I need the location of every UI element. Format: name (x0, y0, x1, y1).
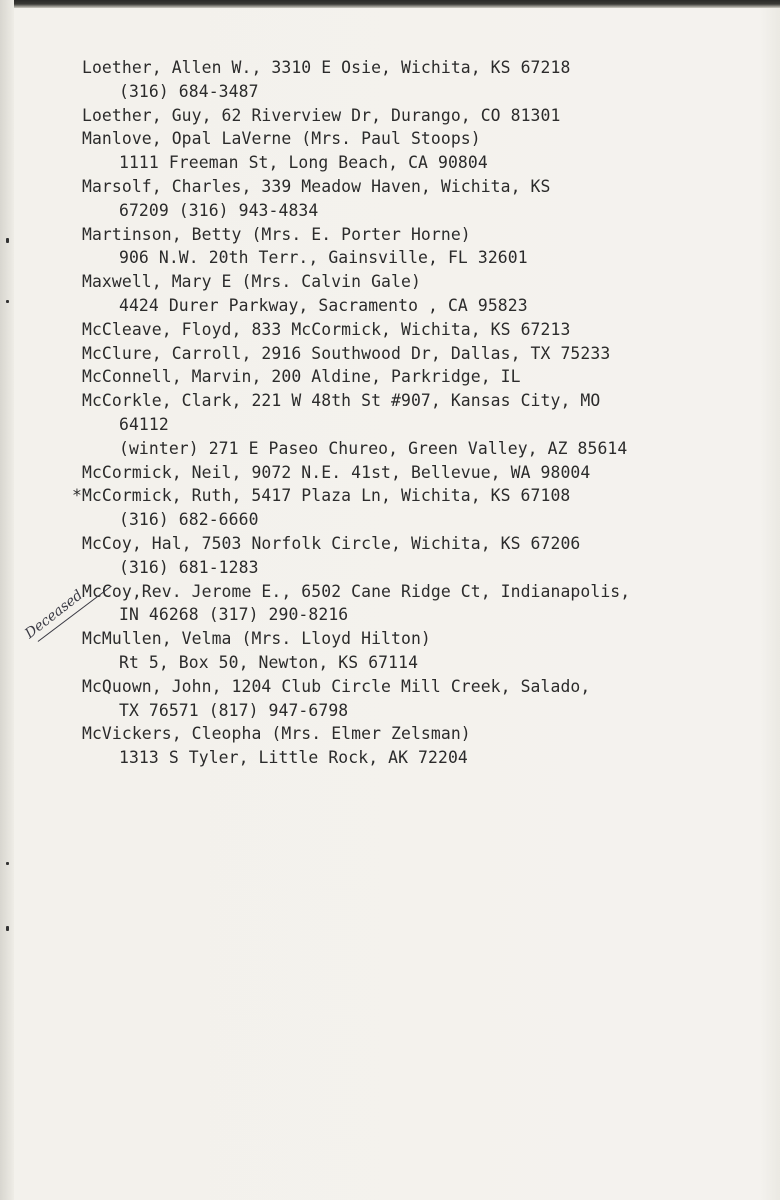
entry-line: McCoy,Rev. Jerome E., 6502 Cane Ridge Ct, Indianapolis, (82, 581, 631, 601)
page-binding-edge (0, 0, 14, 1200)
page-top-edge (0, 0, 780, 8)
entry-continuation-line: (316) 681-1283 (119, 557, 259, 577)
entry-line: *McCormick, Ruth, 5417 Plaza Ln, Wichita, KS 67108 (72, 486, 571, 506)
entry-continuation-line: 64112 (119, 414, 169, 434)
entry-continuation-line: 67209 (316) 943-4834 (119, 200, 319, 220)
entry-line: Marsolf, Charles, 339 Meadow Haven, Wichita, KS (82, 176, 551, 196)
entry-line: Loether, Allen W., 3310 E Osie, Wichita, KS 67218 (82, 58, 571, 77)
handwritten-note: Deceased (22, 587, 86, 642)
scan-speck (6, 862, 9, 865)
entry-continuation-line: IN 46268 (317) 290-8216 (119, 605, 349, 625)
entry-line: McCormick, Neil, 9072 N.E. 41st, Bellevue, WA 98004 (82, 462, 591, 482)
entry-line: McCorkle, Clark, 221 W 48th St #907, Kansas City, MO (82, 391, 601, 411)
entry-continuation-line: 1111 Freeman St, Long Beach, CA 90804 (119, 153, 488, 173)
entry-continuation-line: (winter) 271 E Paseo Chureo, Green Valley, AZ 85614 (119, 438, 628, 458)
entry-continuation-line: Rt 5, Box 50, Newton, KS 67114 (119, 652, 419, 672)
address-entries (72, 56, 762, 770)
entry-continuation-line: 906 N.W. 20th Terr., Gainsville, FL 32601 (119, 248, 528, 268)
entry-continuation-line: 4424 Durer Parkway, Sacramento , CA 95823 (119, 295, 528, 315)
scan-speck (6, 238, 9, 243)
entry-line: McConnell, Marvin, 200 Aldine, Parkridge, IL (82, 367, 521, 387)
entry-line: McMullen, Velma (Mrs. Lloyd Hilton) (82, 629, 431, 649)
entry-line: McClure, Carroll, 2916 Southwood Dr, Dallas, TX 75233 (82, 343, 611, 363)
entry-line: Maxwell, Mary E (Mrs. Calvin Gale) (82, 272, 421, 292)
entry-line: McQuown, John, 1204 Club Circle Mill Creek, Salado, (82, 676, 591, 696)
scan-speck (6, 300, 9, 303)
entry-line: McCleave, Floyd, 833 McCormick, Wichita, KS 67213 (82, 319, 571, 339)
entry-line: Martinson, Betty (Mrs. E. Porter Horne) (82, 224, 471, 244)
entry-line: Loether, Guy, 62 Riverview Dr, Durango, CO 81301 (82, 105, 561, 125)
entry-line: Manlove, Opal LaVerne (Mrs. Paul Stoops) (82, 129, 481, 149)
scan-speck (6, 926, 9, 931)
entry-continuation-line: (316) 684-3487 (119, 81, 259, 101)
entry-continuation-line: 1313 S Tyler, Little Rock, AK 72204 (119, 748, 468, 768)
entry-continuation-line: TX 76571 (817) 947-6798 (119, 700, 349, 720)
entry-line: McVickers, Cleopha (Mrs. Elmer Zelsman) (82, 724, 471, 744)
entry-line: McCoy, Hal, 7503 Norfolk Circle, Wichita, KS 67206 (82, 533, 581, 553)
entry-continuation-line: (316) 682-6660 (119, 510, 259, 530)
